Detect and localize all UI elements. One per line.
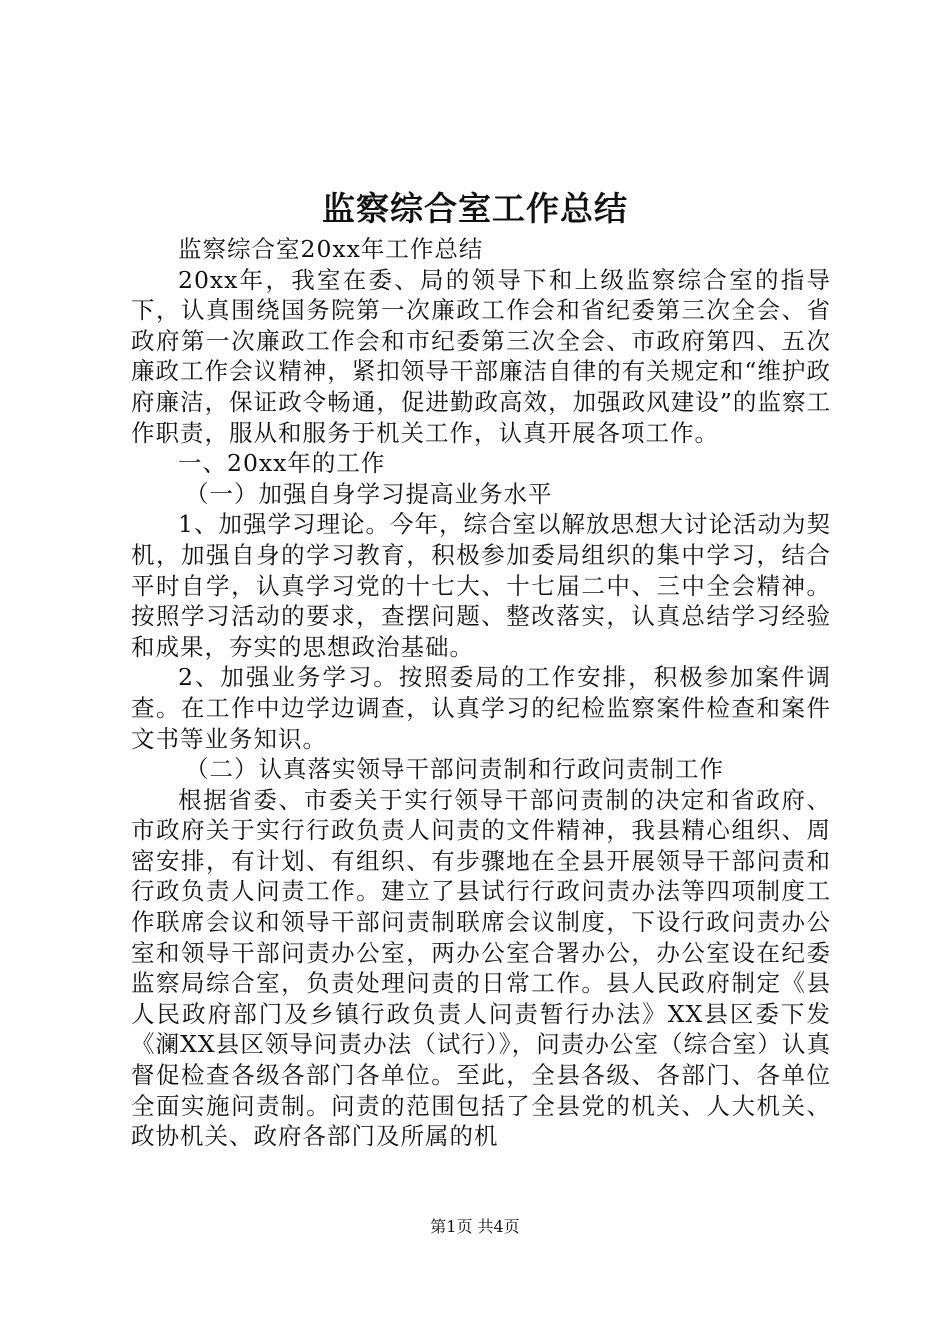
body-paragraph: 2、加强业务学习。按照委局的工作安排，积极参加案件调查。在工作中边学边调查，认真学习的纪检监察案件检查和案件文书等业务知识。 [131,663,831,753]
document-title: 监察综合室工作总结 [322,189,628,228]
subsection-heading: （二）认真落实领导干部问责制和行政问责制工作 [185,755,725,784]
body-paragraph: 根据省委、市委关于实行领导干部问责制的决定和省政府、市政府关于实行行政负责人问责的文件精神，我县精心组织、周密安排，有计划、有组织、有步骤地在全县开展领导干部问责和行政负责人问责工作。建立了县试行行政问责办法等四项制度工作联席会议和领导干部问责制联席会议制度，下设行政问责办公室和领导干部问责办公室，两办公室合署办公，办公室设在纪委监察局综合室，负责处理问责的日常工作。县人民政府制定《县人民政府部门及乡镇行政负责人问责暂行办法》XX县区委下发《澜XX县区领导问责办法（试行）》，问责办公室（综合室）认真督促检查各级各部门各单位。至此，全县各级、各部门、各单位全面实施问责制。问责的范围包括了全县党的机关、人大机关、政协机关、政府各部门及所属的机 [131,785,831,1151]
section-heading: 一、20xx年的工作 [178,449,386,478]
page-footer: 第1页 共4页 [430,1217,520,1236]
document-body [131,234,831,1152]
subsection-heading: （一）加强自身学习提高业务水平 [185,479,553,508]
intro-paragraph: 20xx年，我室在委、局的领导下和上级监察综合室的指导下，认真围绕国务院第一次廉政工作会和省纪委第三次全会、省政府第一次廉政工作会和市纪委第三次全会、市政府第四、五次廉政工作会议精神，紧扣领导干部廉洁自律的有关规定和“维护政府廉洁，保证政令畅通，促进勤政高效，加强政风建设”的监察工作职责，服从和服务于机关工作，认真开展各项工作。 [131,265,831,447]
body-paragraph: 1、加强学习理论。今年，综合室以解放思想大讨论活动为契机，加强自身的学习教育，积极参加委局组织的集中学习，结合平时自学，认真学习党的十七大、十七届二中、三中全会精神。按照学习活动的要求，查摆问题、整改落实，认真总结学习经验和成果，夯实的思想政治基础。 [131,510,831,661]
subtitle-paragraph: 监察综合室20xx年工作总结 [178,235,484,263]
